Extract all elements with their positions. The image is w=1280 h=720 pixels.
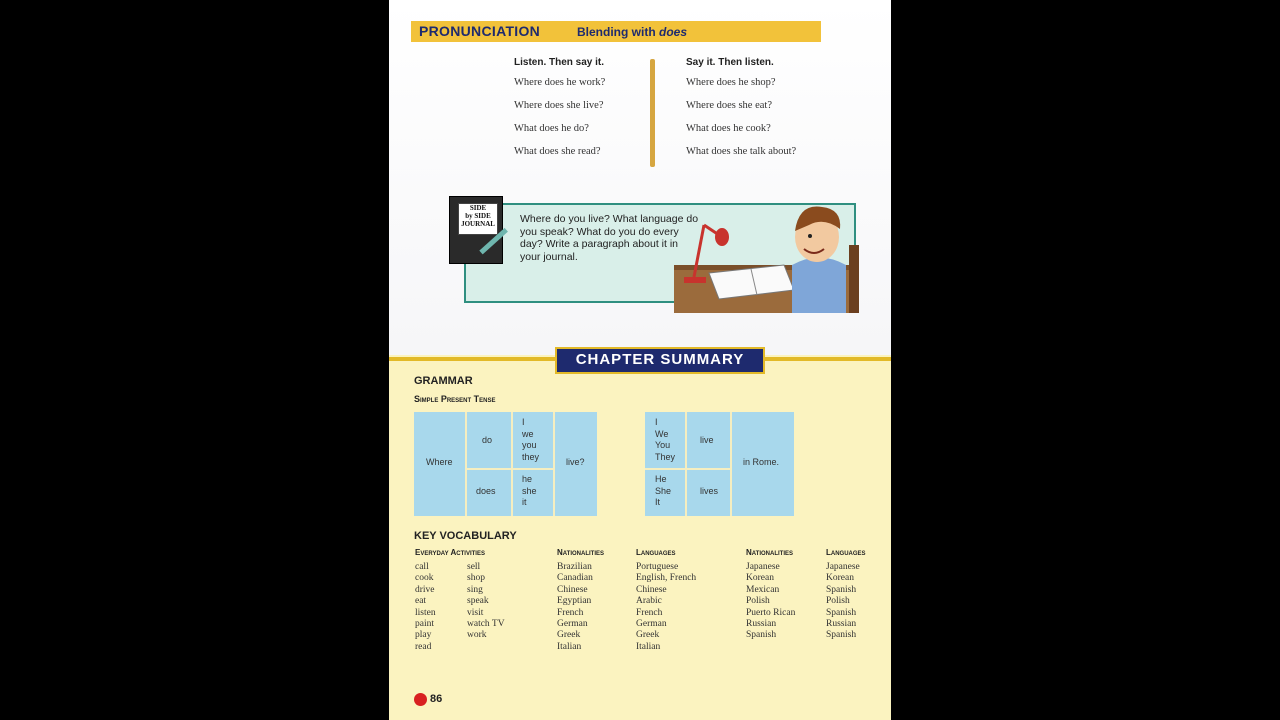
subject: She	[655, 485, 672, 496]
chapter-summary-banner: CHAPTER SUMMARY	[555, 347, 765, 374]
grammar-subheading: Simple Present Tense	[414, 394, 496, 404]
pronunciation-title: PRONUNCIATION	[419, 23, 541, 39]
vocab-item: English, French	[636, 573, 697, 584]
notebook-label-line: SIDE	[469, 204, 487, 212]
vocab-item: Spanish	[826, 607, 857, 618]
vocab-item: eat	[415, 596, 427, 607]
vocab-item: paint	[415, 619, 434, 630]
say-line: Where does she eat?	[686, 100, 772, 111]
say-header: Say it. Then listen.	[686, 57, 774, 68]
notebook-label-line: JOURNAL	[461, 220, 495, 228]
everyday-activities-col2	[467, 562, 505, 642]
table-divider	[465, 468, 553, 470]
key-vocabulary-heading: KEY VOCABULARY	[414, 530, 517, 542]
subject: He	[655, 474, 667, 484]
vocab-item: drive	[415, 584, 435, 595]
subtitle-prefix: Blending with	[577, 25, 659, 39]
table-divider	[645, 468, 730, 470]
vocab-item: Russian	[746, 619, 777, 630]
vocab-item: read	[415, 641, 432, 652]
subject: It	[655, 497, 661, 507]
listen-line: Where does he work?	[514, 77, 606, 88]
listen-line: Where does she live?	[514, 100, 604, 111]
vocab-item: Polish	[746, 596, 770, 607]
notebook-label	[458, 203, 498, 235]
table-divider	[553, 412, 555, 516]
vocab-item: play	[415, 630, 432, 641]
vocab-item: cook	[415, 573, 434, 584]
languages-col1	[636, 562, 696, 653]
languages-heading: Languages	[636, 548, 676, 557]
nationalities-col1	[557, 562, 593, 653]
grammar-heading: GRAMMAR	[414, 375, 473, 387]
table-divider	[685, 412, 687, 516]
say-column	[686, 57, 796, 169]
subject: he	[522, 474, 533, 484]
vocab-item: shop	[467, 573, 485, 584]
chair-shape	[849, 245, 859, 313]
subject: we	[522, 428, 534, 439]
say-line: Where does he shop?	[686, 77, 776, 88]
wh-word: Where	[426, 457, 453, 467]
vocab-item: Egyptian	[557, 596, 592, 607]
table-divider	[511, 412, 513, 516]
aux-does: does	[476, 486, 496, 496]
aux-do: do	[482, 435, 493, 445]
table-divider	[465, 412, 467, 516]
shirt-shape	[792, 258, 846, 314]
vocab-item: Japanese	[746, 562, 780, 572]
subject: I	[522, 417, 525, 427]
vocab-item: Japanese	[826, 562, 860, 572]
vocab-item: Canadian	[557, 573, 593, 584]
languages-col2	[826, 562, 860, 642]
subject: she	[522, 485, 537, 496]
vocab-item: Spanish	[826, 584, 857, 595]
vocab-item: Italian	[636, 641, 661, 652]
vocab-item: French	[636, 607, 663, 618]
vocab-item: Mexican	[746, 584, 780, 595]
say-line: What does he cook?	[686, 123, 771, 134]
vocab-item: Greek	[636, 630, 660, 641]
nationalities-heading: Nationalities	[746, 548, 793, 557]
subject: it	[522, 497, 527, 507]
everyday-activities-col1	[415, 562, 436, 653]
vocab-item: Polish	[826, 596, 850, 607]
vocab-item: German	[557, 619, 588, 630]
subjects-plural	[522, 417, 539, 463]
say-line: What does she talk about?	[686, 146, 797, 157]
lamp-shade	[715, 228, 729, 246]
nationalities-heading: Nationalities	[557, 548, 604, 557]
everyday-activities-heading: Everyday Activities	[415, 548, 485, 557]
verb-live: live	[700, 435, 714, 445]
textbook-page	[389, 0, 891, 720]
vocab-item: Italian	[557, 641, 582, 652]
grammar-table-statements	[645, 412, 794, 516]
vocab-item: Spanish	[746, 630, 777, 641]
vocab-item: work	[467, 630, 487, 641]
vocab-item: Korean	[826, 573, 854, 584]
vocab-item: Arabic	[636, 596, 662, 607]
subtitle-word: does	[659, 25, 688, 39]
vocab-item: Chinese	[557, 584, 588, 595]
vocab-item: call	[415, 562, 429, 572]
page-number-dot-icon	[414, 693, 427, 706]
vocab-item: speak	[467, 596, 489, 607]
subject: I	[655, 417, 658, 427]
vocab-item: visit	[467, 607, 484, 618]
lamp-base	[684, 277, 706, 283]
subject: You	[655, 440, 671, 450]
subjects-singular	[655, 474, 671, 509]
grammar-table-questions	[414, 412, 597, 516]
verb-live: live?	[566, 457, 585, 467]
page-number: 86	[430, 693, 443, 705]
vocab-item: French	[557, 607, 584, 618]
vocab-item: Chinese	[636, 584, 667, 595]
vocab-item: listen	[415, 607, 436, 618]
vocab-item: Greek	[557, 630, 581, 641]
vocab-item: sell	[467, 562, 481, 572]
student-illustration	[674, 195, 859, 313]
subject: We	[655, 428, 669, 439]
vocab-item: watch TV	[467, 619, 505, 630]
journal-prompt: Where do you live? What language do you speak? What do you do every day? Write a paragraph about it in your journal.	[520, 213, 699, 263]
place-phrase: in Rome.	[743, 457, 780, 467]
table-divider	[730, 412, 732, 516]
listen-column	[514, 57, 605, 169]
nationalities-col2	[746, 562, 795, 642]
eye-shape	[808, 234, 812, 238]
notebook-label-line: by SIDE	[465, 212, 491, 220]
listen-line: What does he do?	[514, 123, 589, 134]
subject: They	[655, 451, 676, 462]
vocab-item: Russian	[826, 619, 857, 630]
vocab-item: Portuguese	[636, 562, 679, 572]
verb-lives: lives	[700, 486, 719, 496]
column-divider	[650, 59, 655, 167]
vocab-item: Puerto Rican	[746, 607, 796, 618]
subjects-plural	[655, 417, 675, 463]
vocab-item: sing	[467, 584, 483, 595]
vocab-item: German	[636, 619, 667, 630]
listen-header: Listen. Then say it.	[514, 57, 605, 68]
pronunciation-subtitle	[577, 25, 687, 39]
notebook-icon	[449, 196, 503, 264]
vocab-item: Spanish	[826, 630, 857, 641]
listen-line: What does she read?	[514, 146, 601, 157]
subjects-singular	[522, 474, 537, 509]
subject: they	[522, 451, 540, 462]
vocab-item: Brazilian	[557, 562, 592, 572]
subject: you	[522, 440, 537, 450]
languages-heading: Languages	[826, 548, 866, 557]
vocab-item: Korean	[746, 573, 774, 584]
